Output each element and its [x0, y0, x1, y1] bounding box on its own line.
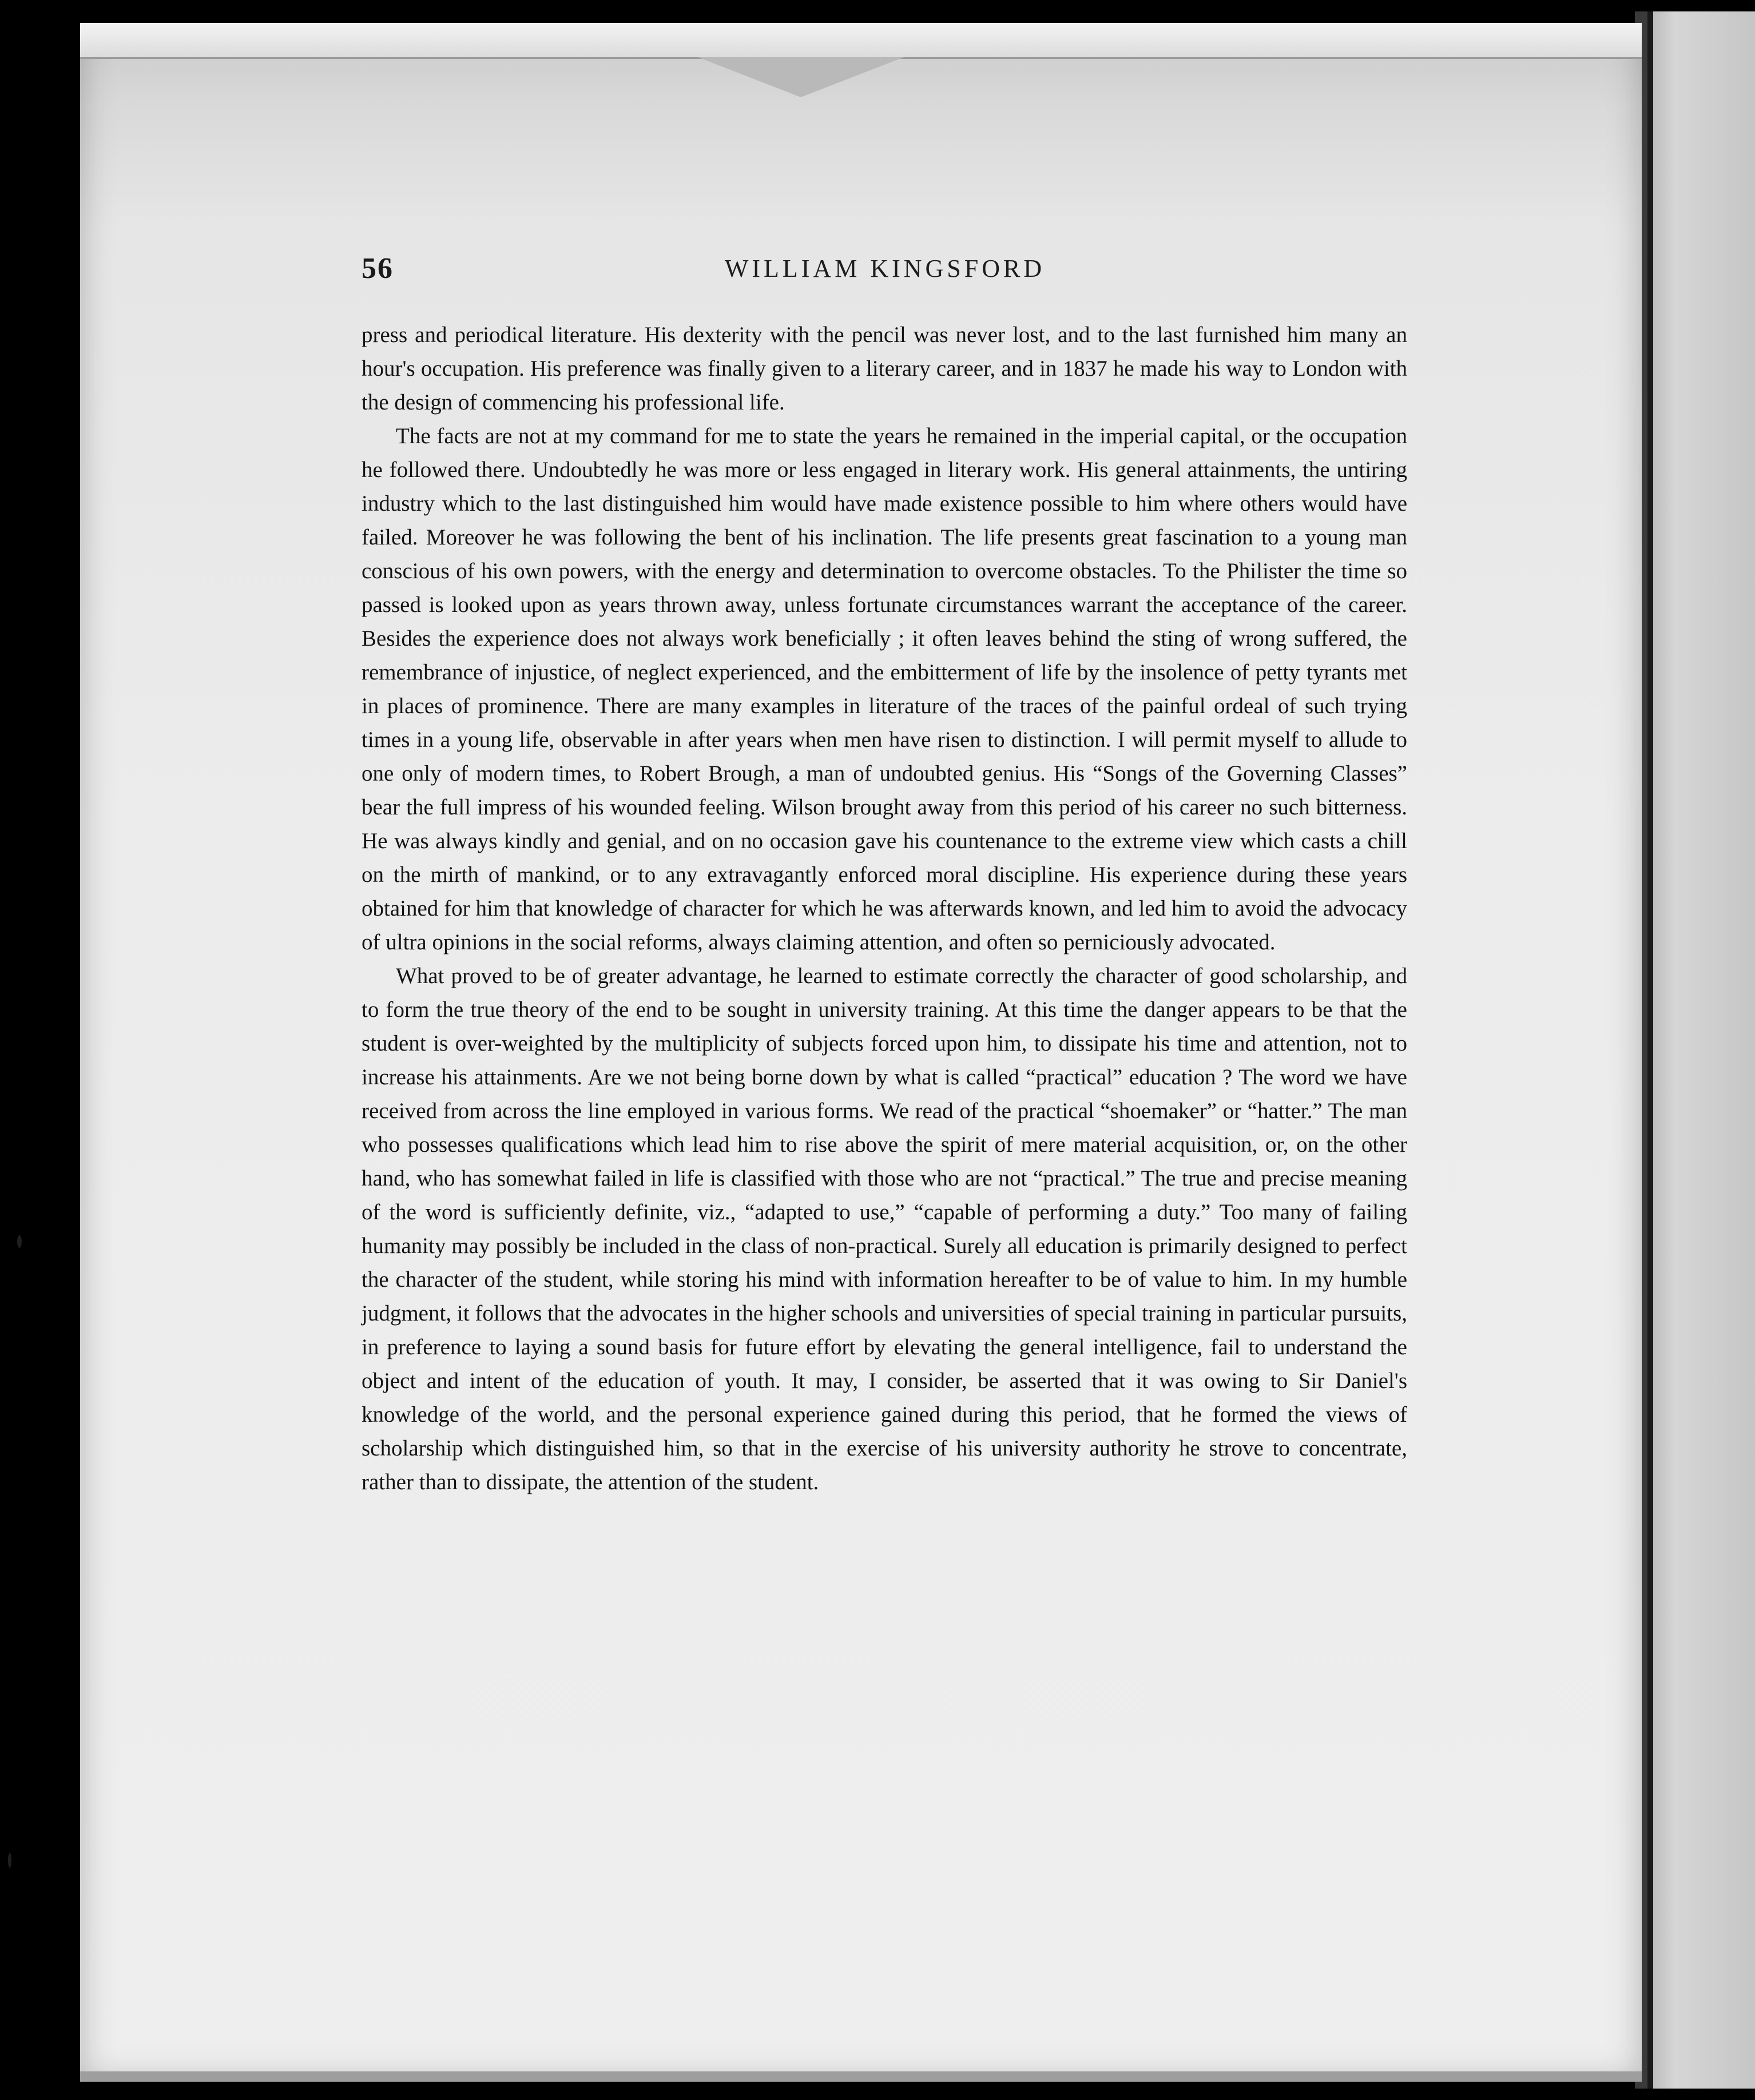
paragraph: press and periodical literature. His dexterity with the pencil was never lost, and to the last furnished him many an hour's occupation. His preference was finally given to a literary career, and in 1837 he made his way to London with the design of commencing his professional life. — [362, 323, 1407, 415]
page-fold — [698, 57, 904, 97]
body-text — [362, 318, 1407, 1499]
paragraph: The facts are not at my command for me to state the years he remained in the imperial capital, or the occupation he followed there. Undoubtedly he was more or less engaged in literary work. His general attainments, the untiring industry which to the last distinguished him would have made existence possible to him where others would have failed. Moreover he was following the bent of his inclination. The life presents great fascination to a young man conscious of his own powers, with the energy and determination to overcome obstacles. To the Philister the time so passed is looked upon as years thrown away, unless fortunate circumstances warrant the acceptance of the career. Besides the experience does not always work beneficially ; it often leaves behind the sting of wrong suffered, the remembrance of injustice, of neglect experienced, and the embitterment of life by the insolence of petty tyrants met in places of prominence. There are many examples in literature of the traces of the painful ordeal of such trying times in a young life, observable in after years when men have risen to distinction. I will permit myself to allude to one only of modern times, to Robert Brough, a man of undoubted genius. His “Songs of the Governing Classes” bear the full impress of his wounded feeling. Wilson brought away from this period of his career no such bitterness. He was always kindly and genial, and on no occasion gave his countenance to the extreme view which casts a chill on the mirth of mankind, or to any extravagantly enforced moral discipline. His experience during these years obtained for him that knowledge of character for which he was afterwards known, and led him to avoid the advocacy of ultra opinions in the social reforms, always claiming attention, and often so perniciously advocated. — [362, 424, 1407, 954]
running-head — [362, 252, 1408, 292]
page-number: 56 — [362, 252, 394, 285]
page-top-edge — [80, 23, 1642, 59]
paragraph: What proved to be of greater advantage, he learned to estimate correctly the character of good scholarship, and to form the true theory of the end to be sought in university training. At this time the danger appears to be that the student is over-weighted by the multiplicity of subjects forced upon him, to dissipate his time and attention, not to increase his attainments. Are we not being borne down by what is called “practical” education ? The word we have received from across the line employed in various forms. We read of the practical “shoemaker” or “hatter.” The man who possesses qualifications which lead him to rise above the spirit of mere material acquisition, or, on the other hand, who has somewhat failed in life is classified with those who are not “practical.” The true and precise meaning of the word is sufficiently definite, viz., “adapted to use,” “capable of performing a duty.” Too many of failing humanity may possibly be included in the class of non-practical. Surely all education is primarily designed to perfect the character of the student, while storing his mind with information hereafter to be of value to him. In my humble judgment, it follows that the advocates in the higher schools and universities of special training in particular pursuits, in preference to laying a sound basis for future effort by elevating the general intelligence, fail to understand the object and intent of the education of youth. It may, I consider, be asserted that it was owing to Sir Daniel's knowledge of the world, and the personal experience gained during this period, that he formed the views of scholarship which distinguished him, so that in the exercise of his university authority he strove to concentrate, rather than to dissipate, the attention of the student. — [362, 964, 1407, 1494]
adjacent-page-edge — [1647, 11, 1755, 2089]
page-title: WILLIAM KINGSFORD — [724, 254, 1046, 283]
scan-speck — [17, 1235, 22, 1248]
scan-speck — [8, 1853, 11, 1868]
page-bottom-edge — [80, 2071, 1642, 2082]
